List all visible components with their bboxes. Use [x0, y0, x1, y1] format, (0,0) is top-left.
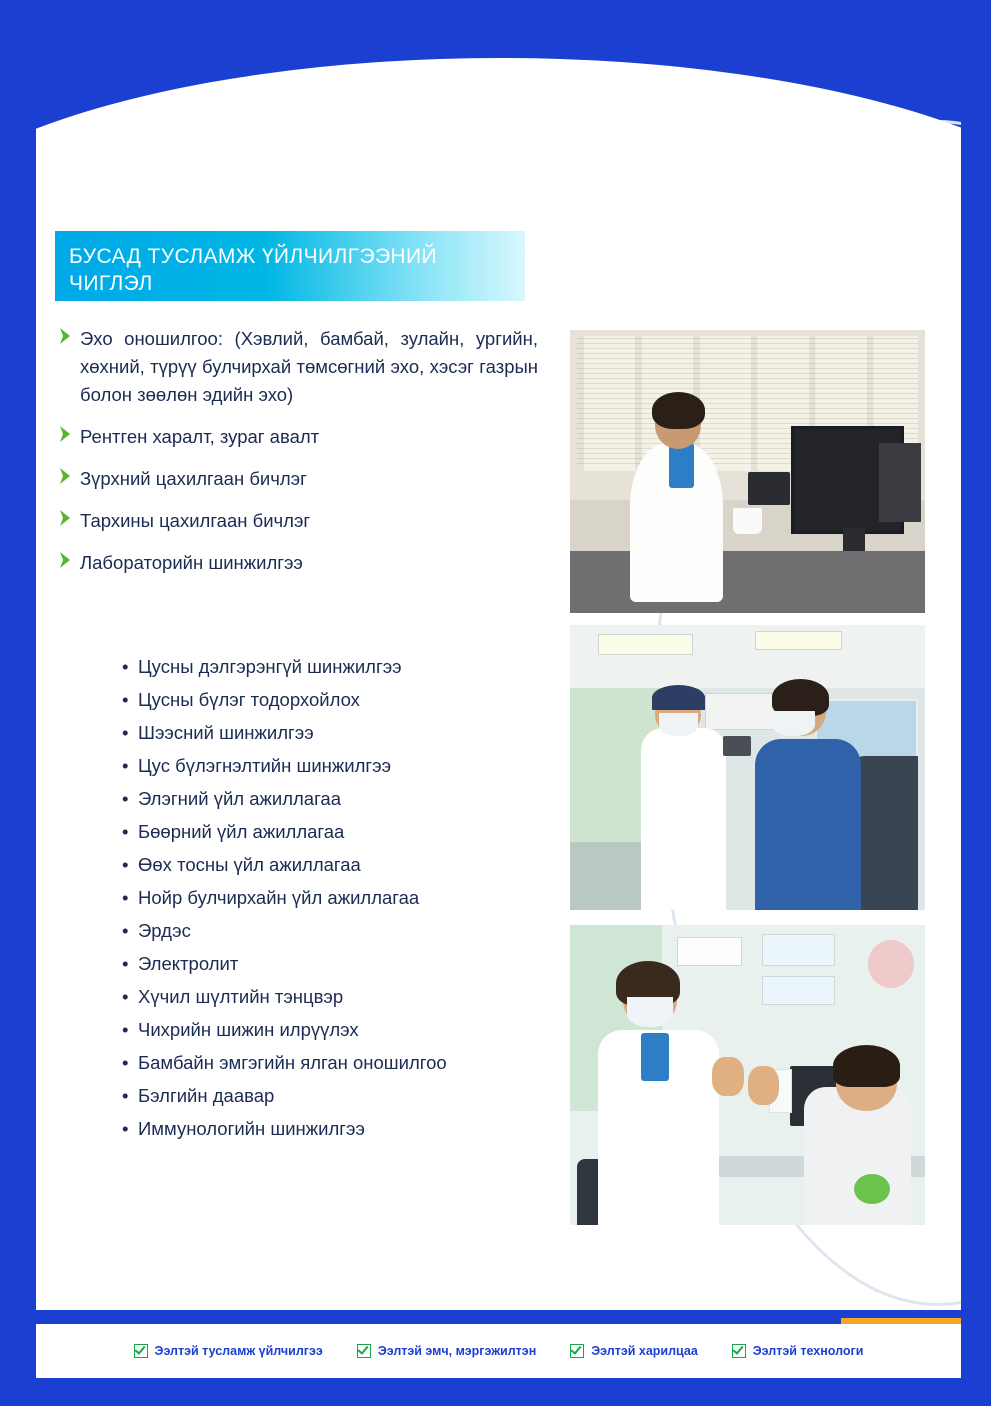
- list-item: [122, 848, 562, 881]
- bullet-dot-icon: •: [122, 920, 129, 941]
- bullet-dot-icon: •: [122, 854, 129, 875]
- bullet-dot-icon: •: [122, 1019, 129, 1040]
- bullet-dot-icon: •: [122, 1118, 129, 1139]
- chevron-right-icon: [58, 507, 80, 527]
- bullet-dot-icon: •: [122, 986, 129, 1007]
- list-item-label: Цусны бүлэг тодорхойлох: [138, 689, 360, 710]
- list-item-label: Элэгний үйл ажиллагаа: [138, 788, 342, 809]
- list-item: [122, 683, 562, 716]
- bullet-dot-icon: •: [122, 755, 129, 776]
- list-item-label: Рентген харалт, зураг авалт: [80, 426, 320, 447]
- list-item: [122, 1079, 562, 1112]
- list-item: [122, 980, 562, 1013]
- list-item: [122, 881, 562, 914]
- list-item-label: Тархины цахилгаан бичлэг: [80, 510, 311, 531]
- list-item-label: Өөх тосны үйл ажиллагаа: [138, 854, 361, 875]
- lab-tests-sublist: [122, 650, 562, 1145]
- bullet-dot-icon: •: [122, 1052, 129, 1073]
- list-item-label: Шээсний шинжилгээ: [138, 722, 314, 743]
- bullet-dot-icon: •: [122, 821, 129, 842]
- check-icon: [357, 1344, 371, 1358]
- list-item: [58, 465, 538, 493]
- footer-item-label: Ээлтэй тусламж үйлчилгээ: [154, 1344, 323, 1358]
- list-item-label: Зүрхний цахилгаан бичлэг: [80, 468, 307, 489]
- footer-item-label: Ээлтэй технологи: [752, 1344, 864, 1358]
- footer-item-friendly-service: [134, 1344, 323, 1358]
- list-item-label: Цус бүлэгнэлтийн шинжилгээ: [138, 755, 392, 776]
- photo-doctor-with-child: [570, 925, 925, 1225]
- list-item: [122, 815, 562, 848]
- bullet-dot-icon: •: [122, 788, 129, 809]
- footer-item-friendly-communication: [570, 1344, 698, 1358]
- list-item: [58, 507, 538, 535]
- footer-values-bar: [36, 1326, 961, 1376]
- footer-item-friendly-technology: [732, 1344, 864, 1358]
- list-item-label: Лабораторийн шинжилгээ: [80, 552, 303, 573]
- bullet-dot-icon: •: [122, 887, 129, 908]
- list-item: [122, 650, 562, 683]
- list-item-label: Бамбайн эмгэгийн ялган оношилгоо: [138, 1052, 447, 1073]
- list-item: [122, 1013, 562, 1046]
- bullet-dot-icon: •: [122, 1085, 129, 1106]
- chevron-right-icon: [58, 325, 80, 345]
- list-item-label: Бөөрний үйл ажиллагаа: [138, 821, 345, 842]
- bullet-dot-icon: •: [122, 722, 129, 743]
- list-item-label: Нойр булчирхайн үйл ажиллагаа: [138, 887, 420, 908]
- list-item: [58, 423, 538, 451]
- list-item: [122, 782, 562, 815]
- bullet-dot-icon: •: [122, 656, 129, 677]
- list-item-label: Бэлгийн даавар: [138, 1085, 275, 1106]
- bullet-dot-icon: •: [122, 689, 129, 710]
- footer-item-label: Ээлтэй харилцаа: [591, 1344, 698, 1358]
- list-item-label: Иммунологийн шинжилгээ: [138, 1118, 365, 1139]
- footer-item-label: Ээлтэй эмч, мэргэжилтэн: [377, 1344, 537, 1358]
- list-item: [58, 325, 538, 409]
- list-item: [122, 1112, 562, 1145]
- list-item: [122, 914, 562, 947]
- list-item: [122, 749, 562, 782]
- list-item-label: Электролит: [138, 953, 239, 974]
- list-item: [122, 716, 562, 749]
- footer-item-friendly-doctors: [357, 1344, 536, 1358]
- list-item: [58, 549, 538, 577]
- check-icon: [732, 1344, 746, 1358]
- services-bullet-list: [58, 325, 538, 591]
- photo-doctor-examining-patient: [570, 625, 925, 910]
- photo-reception-doctor-at-computer: [570, 330, 925, 613]
- list-item-label: Хүчил шүлтийн тэнцвэр: [138, 986, 344, 1007]
- list-item-label: Эхо оношилгоо: (Хэвлий, бамбай, зулайн, ургийн, хөхний, түрүү булчирхай төмсөгний эхо, хэсэг газрын болон зөөлөн эдийн эхо): [80, 328, 538, 405]
- list-item-label: Эрдэс: [138, 920, 191, 941]
- check-icon: [570, 1344, 584, 1358]
- list-item-label: Чихрийн шижин илрүүлэх: [138, 1019, 359, 1040]
- list-item-label: Цусны дэлгэрэнгүй шинжилгээ: [138, 656, 402, 677]
- list-item: [122, 1046, 562, 1079]
- section-title: БУСАД ТУСЛАМЖ ҮЙЛЧИЛГЭЭНИЙ ЧИГЛЭЛ: [55, 231, 525, 301]
- list-item: [122, 947, 562, 980]
- chevron-right-icon: [58, 465, 80, 485]
- bullet-dot-icon: •: [122, 953, 129, 974]
- chevron-right-icon: [58, 549, 80, 569]
- check-icon: [134, 1344, 148, 1358]
- chevron-right-icon: [58, 423, 80, 443]
